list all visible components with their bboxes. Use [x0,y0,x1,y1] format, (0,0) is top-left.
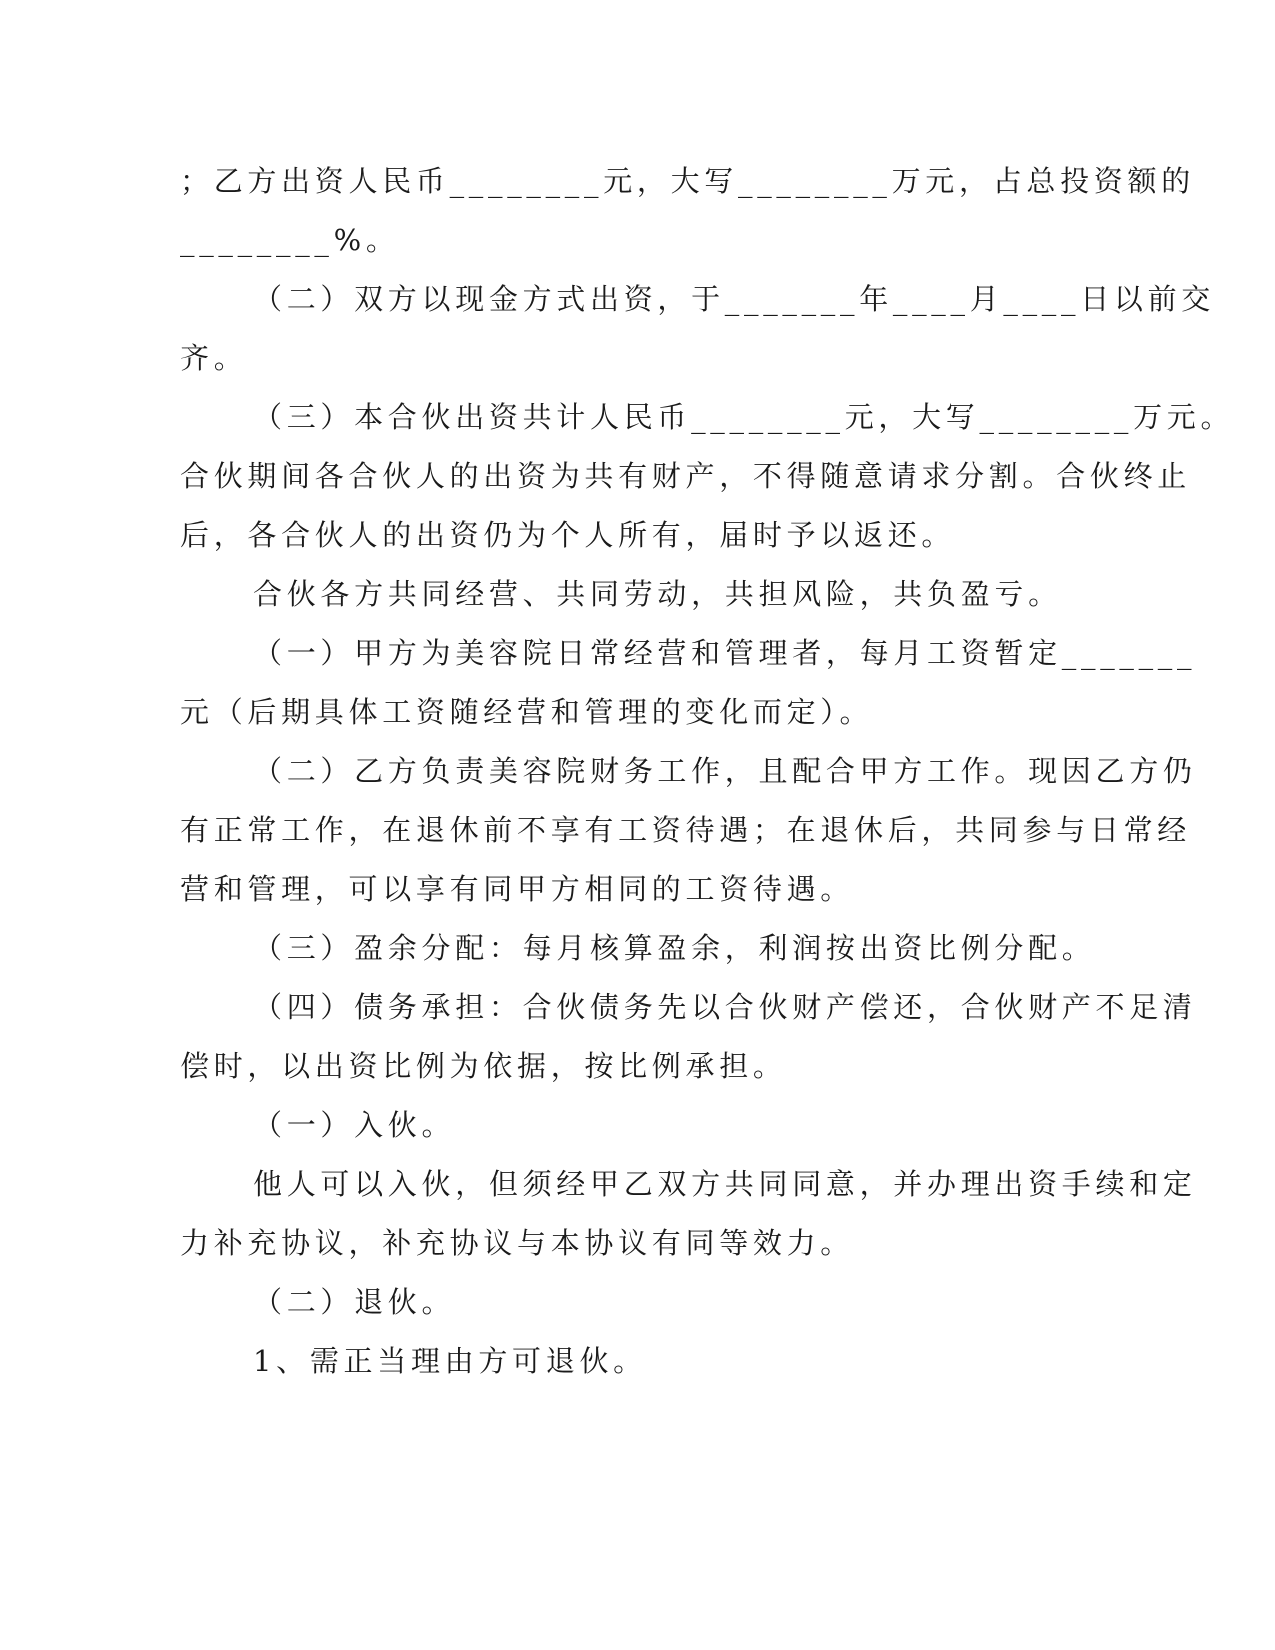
text-line: （二）退伙。 [253,1285,456,1319]
text-line: 他人可以入伙，但须经甲乙双方共同同意，并办理出资手续和定 [253,1167,1197,1201]
text-line: （一）入伙。 [253,1108,456,1142]
text-line: （二）乙方负责美容院财务工作，且配合甲方工作。现因乙方仍 [253,754,1197,788]
text-line: 合伙期间各合伙人的出资为共有财产，不得随意请求分割。合伙终止 [180,459,1192,493]
text-line: 1、需正当理由方可退伙。 [253,1344,647,1378]
text-line: （三）本合伙出资共计人民币________元，大写________万元。 [253,400,1235,434]
text-line: 合伙各方共同经营、共同劳动，共担风险，共负盈亏。 [253,577,1062,611]
text-line: 元（后期具体工资随经营和管理的变化而定）。 [180,695,874,729]
text-line: （一）甲方为美容院日常经营和管理者，每月工资暂定_______ [253,636,1197,670]
text-line: ；乙方出资人民币________元，大写________万元，占总投资额的 [180,164,1195,198]
text-line: （三）盈余分配：每月核算盈余，利润按出资比例分配。 [253,931,1096,965]
text-line: 后，各合伙人的出资仍为个人所有，届时予以返还。 [180,518,956,552]
text-line: 齐。 [180,341,248,375]
text-line: 力补充协议，补充协议与本协议有同等效力。 [180,1226,855,1260]
text-line: 有正常工作，在退休前不享有工资待遇；在退休后，共同参与日常经 [180,813,1192,847]
text-line: 偿时，以出资比例为依据，按比例承担。 [180,1049,787,1083]
text-line: （四）债务承担：合伙债务先以合伙财产偿还，合伙财产不足清 [253,990,1197,1024]
text-line: （二）双方以现金方式出资，于_______年____月____日以前交 [253,282,1216,316]
text-line: ________%。 [180,223,400,257]
text-line: 营和管理，可以享有同甲方相同的工资待遇。 [180,872,855,906]
